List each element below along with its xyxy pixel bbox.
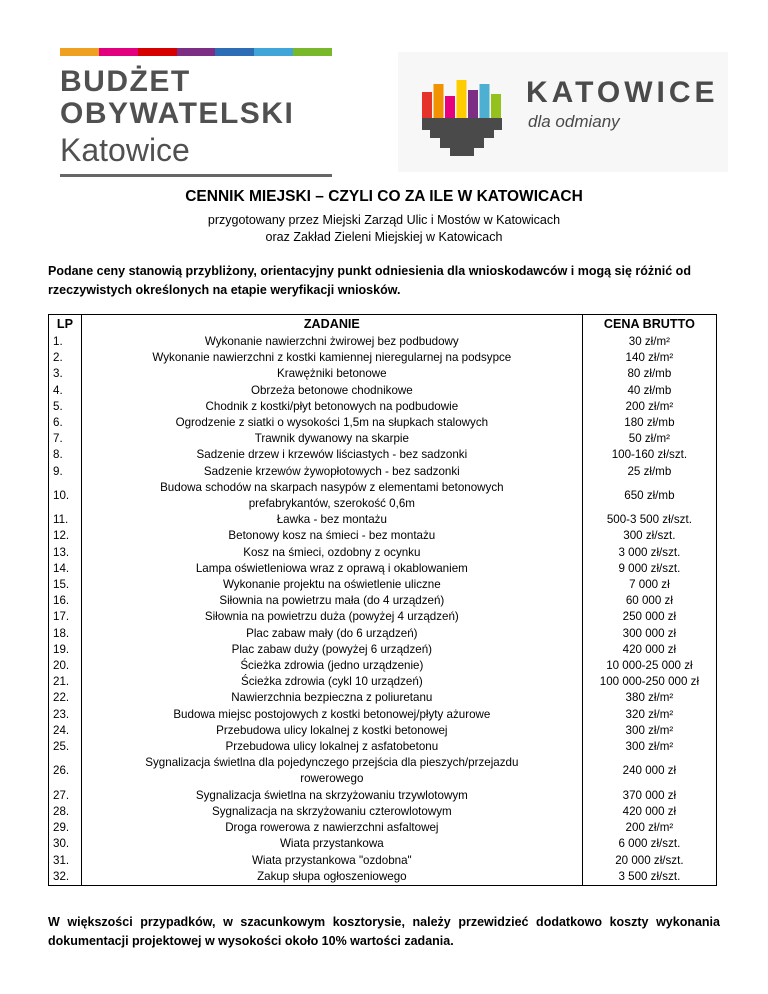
- cell-zadanie: Wykonanie projektu na oświetlenie uliczne: [81, 577, 582, 593]
- cell-lp: 11.: [49, 512, 82, 528]
- logo-bar: [445, 96, 455, 118]
- cell-cena: 500-3 500 zł/szt.: [582, 512, 716, 528]
- table-row: [49, 707, 717, 723]
- cell-cena: 6 000 zł/szt.: [582, 836, 716, 852]
- table-row: [49, 480, 717, 512]
- cell-lp: 32.: [49, 869, 82, 886]
- cell-cena: 380 zł/m²: [582, 690, 716, 706]
- cell-zadanie: Sygnalizacja na skrzyżowaniu czterowlotowym: [81, 804, 582, 820]
- cell-zadanie: Siłownia na powietrzu duża (powyżej 4 urządzeń): [81, 609, 582, 625]
- cell-zadanie: Trawnik dywanowy na skarpie: [81, 431, 582, 447]
- table-row: [49, 869, 717, 886]
- cell-zadanie: Wiata przystankowa: [81, 836, 582, 852]
- table-row: [49, 674, 717, 690]
- cell-lp: 9.: [49, 464, 82, 480]
- cell-lp: 4.: [49, 383, 82, 399]
- cell-cena: 320 zł/m²: [582, 707, 716, 723]
- cell-cena: 80 zł/mb: [582, 366, 716, 382]
- cell-lp: 27.: [49, 788, 82, 804]
- table-row: [49, 593, 717, 609]
- table-row: [49, 836, 717, 852]
- cell-lp: 2.: [49, 350, 82, 366]
- cell-lp: 10.: [49, 480, 82, 512]
- cell-zadanie: Ogrodzenie z siatki o wysokości 1,5m na słupkach stalowych: [81, 415, 582, 431]
- cell-lp: 14.: [49, 561, 82, 577]
- cell-lp: 3.: [49, 366, 82, 382]
- cell-zadanie: Sadzenie drzew i krzewów liściastych - bez sadzonki: [81, 447, 582, 463]
- cell-cena: 370 000 zł: [582, 788, 716, 804]
- cell-lp: 22.: [49, 690, 82, 706]
- logo-bar: [457, 80, 467, 118]
- cell-lp: 19.: [49, 642, 82, 658]
- cell-cena: 200 zł/m²: [582, 820, 716, 836]
- table-row: [49, 334, 717, 350]
- cell-zadanie: Budowa miejsc postojowych z kostki betonowej/płyty ażurowe: [81, 707, 582, 723]
- cell-cena: 9 000 zł/szt.: [582, 561, 716, 577]
- logo-underline: [60, 174, 332, 177]
- document-title: CENNIK MIEJSKI – CZYLI CO ZA ILE W KATOWICACH: [185, 188, 583, 205]
- table-row: [49, 626, 717, 642]
- table-row: [49, 545, 717, 561]
- table-row: [49, 528, 717, 544]
- cell-lp: 26.: [49, 755, 82, 787]
- cell-cena: 650 zł/mb: [582, 480, 716, 512]
- table-row: [49, 399, 717, 415]
- table-row: [49, 577, 717, 593]
- cell-zadanie: Kosz na śmieci, ozdobny z ocynku: [81, 545, 582, 561]
- cell-zadanie: Sygnalizacja świetlna dla pojedynczego przejścia dla pieszych/przejazdu rowerowego: [81, 755, 582, 787]
- cell-lp: 28.: [49, 804, 82, 820]
- cell-zadanie: Wiata przystankowa "ozdobna": [81, 853, 582, 869]
- document-subtitle-2: oraz Zakład Zieleni Miejskiej w Katowicach: [265, 230, 503, 244]
- cell-cena: 250 000 zł: [582, 609, 716, 625]
- cell-lp: 1.: [49, 334, 82, 350]
- cell-lp: 31.: [49, 853, 82, 869]
- cell-cena: 300 zł/szt.: [582, 528, 716, 544]
- document-subtitle-1: przygotowany przez Miejski Zarząd Ulic i Mostów w Katowicach: [207, 213, 561, 227]
- cell-zadanie: Plac zabaw duży (powyżej 6 urządzeń): [81, 642, 582, 658]
- cell-zadanie: Wykonanie nawierzchni z kostki kamiennej nieregularnej na podsypce: [81, 350, 582, 366]
- cell-cena: 10 000-25 000 zł: [582, 658, 716, 674]
- table-row: [49, 642, 717, 658]
- logo-text-katowice: Katowice: [60, 132, 190, 168]
- table-row: [49, 512, 717, 528]
- cell-zadanie: Obrzeża betonowe chodnikowe: [81, 383, 582, 399]
- logo-bar: [480, 84, 490, 118]
- logo-stripe: [293, 48, 332, 56]
- cell-cena: 60 000 zł: [582, 593, 716, 609]
- cell-cena: 30 zł/m²: [582, 334, 716, 350]
- katowice-name: KATOWICE: [526, 76, 719, 109]
- cell-cena: 7 000 zł: [582, 577, 716, 593]
- cell-cena: 20 000 zł/szt.: [582, 853, 716, 869]
- table-row: [49, 804, 717, 820]
- cell-cena: 200 zł/m²: [582, 399, 716, 415]
- cell-zadanie: Droga rowerowa z nawierzchni asfaltowej: [81, 820, 582, 836]
- cell-zadanie: Ławka - bez montażu: [81, 512, 582, 528]
- cell-lp: 8.: [49, 447, 82, 463]
- cell-cena: 300 zł/m²: [582, 739, 716, 755]
- table-row: [49, 658, 717, 674]
- cell-lp: 13.: [49, 545, 82, 561]
- table-row: [49, 739, 717, 755]
- cell-cena: 50 zł/m²: [582, 431, 716, 447]
- document-header: [0, 0, 768, 180]
- table-row: [49, 788, 717, 804]
- cell-zadanie: Zakup słupa ogłoszeniowego: [81, 869, 582, 886]
- cell-cena: 100 000-250 000 zł: [582, 674, 716, 690]
- cell-zadanie: Przebudowa ulicy lokalnej z asfatobetonu: [81, 739, 582, 755]
- table-row: [49, 690, 717, 706]
- table-row: [49, 853, 717, 869]
- table-row: [49, 366, 717, 382]
- logo-bar: [422, 92, 432, 118]
- cell-lp: 5.: [49, 399, 82, 415]
- cell-zadanie: Betonowy kosz na śmieci - bez montażu: [81, 528, 582, 544]
- cell-lp: 21.: [49, 674, 82, 690]
- cell-cena: 3 500 zł/szt.: [582, 869, 716, 886]
- cell-cena: 3 000 zł/szt.: [582, 545, 716, 561]
- cell-zadanie: Sadzenie krzewów żywopłotowych - bez sadzonki: [81, 464, 582, 480]
- cell-cena: 240 000 zł: [582, 755, 716, 787]
- table-row: [49, 561, 717, 577]
- cell-zadanie: Siłownia na powietrzu mała (do 4 urządzeń): [81, 593, 582, 609]
- price-table: [48, 314, 717, 886]
- logo-stripe: [177, 48, 216, 56]
- header-cena: CENA BRUTTO: [582, 315, 716, 335]
- budzet-obywatelski-logo: [60, 48, 335, 178]
- cell-cena: 40 zł/mb: [582, 383, 716, 399]
- cell-zadanie: Plac zabaw mały (do 6 urządzeń): [81, 626, 582, 642]
- intro-paragraph: Podane ceny stanowią przybliżony, orientacyjny punkt odniesienia dla wnioskodawców i mogą się różnić od rzeczywistych określonych na etapie weryfikacji wniosków.: [48, 264, 691, 297]
- cell-zadanie: Wykonanie nawierzchni żwirowej bez podbudowy: [81, 334, 582, 350]
- cell-lp: 16.: [49, 593, 82, 609]
- table-row: [49, 383, 717, 399]
- cell-zadanie: Ścieżka zdrowia (jedno urządzenie): [81, 658, 582, 674]
- cell-lp: 25.: [49, 739, 82, 755]
- cell-zadanie: Budowa schodów na skarpach nasypów z elementami betonowych prefabrykantów, szerokość 0,6m: [81, 480, 582, 512]
- cell-cena: 420 000 zł: [582, 642, 716, 658]
- table-row: [49, 723, 717, 739]
- footer-note: W większości przypadków, w szacunkowym kosztorysie, należy przewidzieć dodatkowo koszty wykonania dokumentacji projektowej w wysokości około 10% wartości zadania.: [48, 915, 720, 948]
- table-header-row: [49, 315, 717, 335]
- cell-zadanie: Sygnalizacja świetlna na skrzyżowaniu trzywlotowym: [81, 788, 582, 804]
- cell-zadanie: Ścieżka zdrowia (cykl 10 urządzeń): [81, 674, 582, 690]
- cell-lp: 20.: [49, 658, 82, 674]
- logo-stripe: [60, 48, 99, 56]
- cell-cena: 140 zł/m²: [582, 350, 716, 366]
- cell-cena: 25 zł/mb: [582, 464, 716, 480]
- logo-bar: [491, 94, 501, 118]
- table-row: [49, 609, 717, 625]
- table-row: [49, 431, 717, 447]
- logo-bar: [434, 84, 444, 118]
- cell-lp: 30.: [49, 836, 82, 852]
- logo-color-stripes: [60, 48, 332, 56]
- cell-lp: 12.: [49, 528, 82, 544]
- header-lp: LP: [49, 315, 82, 335]
- cell-lp: 7.: [49, 431, 82, 447]
- logo-text-obywatelski: OBYWATELSKI: [60, 97, 295, 130]
- cell-zadanie: Lampa oświetleniowa wraz z oprawą i okablowaniem: [81, 561, 582, 577]
- katowice-city-logo: [398, 52, 728, 172]
- logo-stripe: [99, 48, 138, 56]
- cell-lp: 6.: [49, 415, 82, 431]
- cell-lp: 15.: [49, 577, 82, 593]
- cell-lp: 18.: [49, 626, 82, 642]
- table-row: [49, 447, 717, 463]
- table-row: [49, 350, 717, 366]
- logo-stripe: [254, 48, 293, 56]
- cell-lp: 23.: [49, 707, 82, 723]
- logo-stripe: [215, 48, 254, 56]
- cell-zadanie: Nawierzchnia bezpieczna z poliuretanu: [81, 690, 582, 706]
- cell-zadanie: Krawężniki betonowe: [81, 366, 582, 382]
- table-row: [49, 464, 717, 480]
- cell-zadanie: Chodnik z kostki/płyt betonowych na podbudowie: [81, 399, 582, 415]
- cell-cena: 300 zł/m²: [582, 723, 716, 739]
- table-row: [49, 415, 717, 431]
- cell-cena: 420 000 zł: [582, 804, 716, 820]
- cell-lp: 29.: [49, 820, 82, 836]
- cell-lp: 17.: [49, 609, 82, 625]
- cell-cena: 180 zł/mb: [582, 415, 716, 431]
- katowice-mark-icon: [418, 68, 506, 160]
- katowice-tagline: dla odmiany: [528, 112, 620, 131]
- table-row: [49, 820, 717, 836]
- table-row: [49, 755, 717, 787]
- logo-bar: [468, 90, 478, 118]
- cell-cena: 300 000 zł: [582, 626, 716, 642]
- logo-text-budzet: BUDŻET: [60, 65, 191, 98]
- cell-zadanie: Przebudowa ulicy lokalnej z kostki betonowej: [81, 723, 582, 739]
- cell-cena: 100-160 zł/szt.: [582, 447, 716, 463]
- cell-lp: 24.: [49, 723, 82, 739]
- logo-stripe: [138, 48, 177, 56]
- header-zadanie: ZADANIE: [81, 315, 582, 335]
